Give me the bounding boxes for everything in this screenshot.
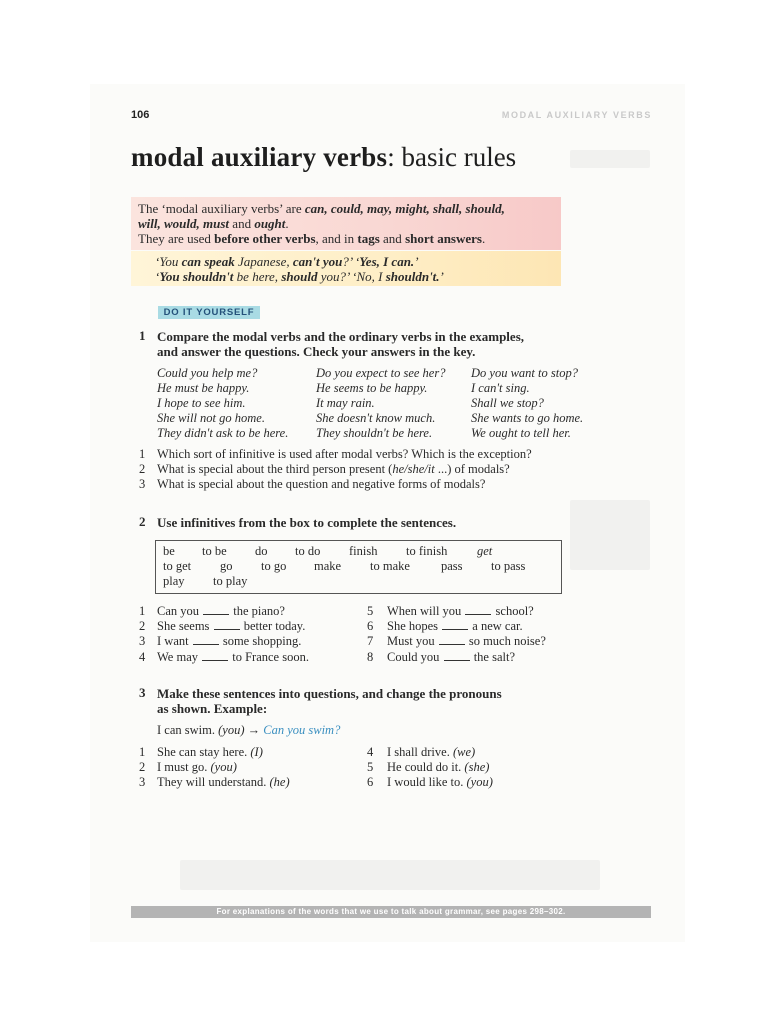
transform-sentence: He could do it. (she) <box>387 760 490 774</box>
question-number: 3 <box>139 477 146 491</box>
example-sentence: I can't sing. <box>471 381 530 395</box>
question-text: What is special about the third person present (he/she/it ...) of modals? <box>157 462 510 476</box>
gap-sentence: When will you school? <box>387 604 534 618</box>
exercise-heading: and answer the questions. Check your answers in the key. <box>157 344 476 359</box>
title-rest: : basic rules <box>387 142 517 172</box>
gap-sentence: Could you the salt? <box>387 650 515 664</box>
exercise-number: 2 <box>139 514 146 529</box>
box-word: play <box>163 574 185 588</box>
item-number: 2 <box>139 619 146 633</box>
example-sentence: It may rain. <box>316 396 375 410</box>
example-line-2: ‘You shouldn't be here, should you?’ ‘No, I shouldn't.’ <box>155 269 444 284</box>
box-word: to finish <box>406 544 448 558</box>
show-through <box>570 500 650 570</box>
exercise-number: 3 <box>139 685 146 700</box>
item-number: 1 <box>139 604 146 618</box>
exercise-heading: Make these sentences into questions, and change the pronouns <box>157 686 502 701</box>
example-sentence: Shall we stop? <box>471 396 544 410</box>
box-word: finish <box>349 544 378 558</box>
box-word: make <box>314 559 342 573</box>
box-word: to go <box>261 559 287 573</box>
page-number: 106 <box>131 109 150 121</box>
footer-bar: For explanations of the words that we use to talk about grammar, see pages 298–302. <box>131 906 651 918</box>
box-word: do <box>255 544 268 558</box>
gap-sentence: Can you the piano? <box>157 604 285 618</box>
box-word: pass <box>441 559 463 573</box>
transform-sentence: I would like to. (you) <box>387 775 493 789</box>
box-word: to play <box>213 574 248 588</box>
item-number: 5 <box>367 604 374 618</box>
item-number: 7 <box>367 634 374 648</box>
exercise-number: 1 <box>139 328 146 343</box>
example-line-1: ‘You can speak Japanese, can't you?’ ‘Yes, I can.’ <box>155 254 419 269</box>
gap-sentence: She seems better today. <box>157 619 306 633</box>
rule-line-1: The ‘modal auxiliary verbs’ are can, could, may, might, shall, should, <box>138 201 505 216</box>
example-sentence: He must be happy. <box>157 381 250 395</box>
example-sentence: They didn't ask to be here. <box>157 426 289 440</box>
show-through <box>180 860 600 890</box>
show-through <box>570 150 650 168</box>
item-number: 4 <box>367 745 374 759</box>
box-word: to pass <box>491 559 526 573</box>
gap-sentence: Must you so much noise? <box>387 634 546 648</box>
item-number: 8 <box>367 650 374 664</box>
rule-box <box>131 197 561 250</box>
box-word: go <box>220 559 233 573</box>
example-sentence: She doesn't know much. <box>316 411 436 425</box>
example-sentence: Could you help me? <box>157 366 258 380</box>
item-number: 4 <box>139 650 146 664</box>
box-word: be <box>163 544 175 558</box>
gap-sentence: She hopes a new car. <box>387 619 523 633</box>
item-number: 5 <box>367 760 374 774</box>
question-number: 2 <box>139 462 146 476</box>
box-word: to do <box>295 544 321 558</box>
arrow-icon: → <box>247 723 261 737</box>
item-number: 6 <box>367 775 374 789</box>
gap-sentence: We may to France soon. <box>157 650 309 664</box>
example-sentence: They shouldn't be here. <box>316 426 433 440</box>
worked-example: I can swim. (you) → Can you swim? <box>157 723 341 737</box>
do-it-yourself-label: DO IT YOURSELF <box>158 306 260 319</box>
example-sentence: She wants to go home. <box>471 411 584 425</box>
example-sentence: Do you expect to see her? <box>316 366 446 380</box>
example-sentence: I hope to see him. <box>157 396 246 410</box>
word-box <box>155 540 562 594</box>
rule-line-2: will, would, must and ought. <box>138 216 289 231</box>
page-title <box>131 142 516 173</box>
item-number: 3 <box>139 775 146 789</box>
box-word: to get <box>163 559 192 573</box>
gap-sentence: I want some shopping. <box>157 634 302 648</box>
item-number: 1 <box>139 745 146 759</box>
transform-sentence: I shall drive. (we) <box>387 745 476 759</box>
box-word: get <box>477 544 493 558</box>
transform-sentence: They will understand. (he) <box>157 775 290 789</box>
example-box <box>131 251 561 286</box>
box-word: to make <box>370 559 410 573</box>
running-head: MODAL AUXILIARY VERBS <box>501 110 652 120</box>
item-number: 3 <box>139 634 146 648</box>
title-bold: modal auxiliary verbs <box>131 142 388 172</box>
example-sentence: He seems to be happy. <box>316 381 428 395</box>
box-word: to be <box>202 544 227 558</box>
example-answer: Can you swim? <box>263 723 341 737</box>
question-text: What is special about the question and negative forms of modals? <box>157 477 486 491</box>
example-sentence: She will not go home. <box>157 411 265 425</box>
question-text: Which sort of infinitive is used after modal verbs? Which is the exception? <box>157 447 532 461</box>
transform-sentence: She can stay here. (I) <box>157 745 263 759</box>
exercise-heading: Use infinitives from the box to complete the sentences. <box>157 515 457 530</box>
transform-sentence: I must go. (you) <box>157 760 237 774</box>
example-sentence: We ought to tell her. <box>471 426 571 440</box>
rule-line-3: They are used before other verbs, and in tags and short answers. <box>138 231 486 246</box>
question-number: 1 <box>139 447 146 461</box>
item-number: 6 <box>367 619 374 633</box>
exercise-heading: as shown. Example: <box>157 701 268 716</box>
item-number: 2 <box>139 760 146 774</box>
exercise-heading: Compare the modal verbs and the ordinary verbs in the examples, <box>157 329 525 344</box>
example-sentence: Do you want to stop? <box>471 366 578 380</box>
